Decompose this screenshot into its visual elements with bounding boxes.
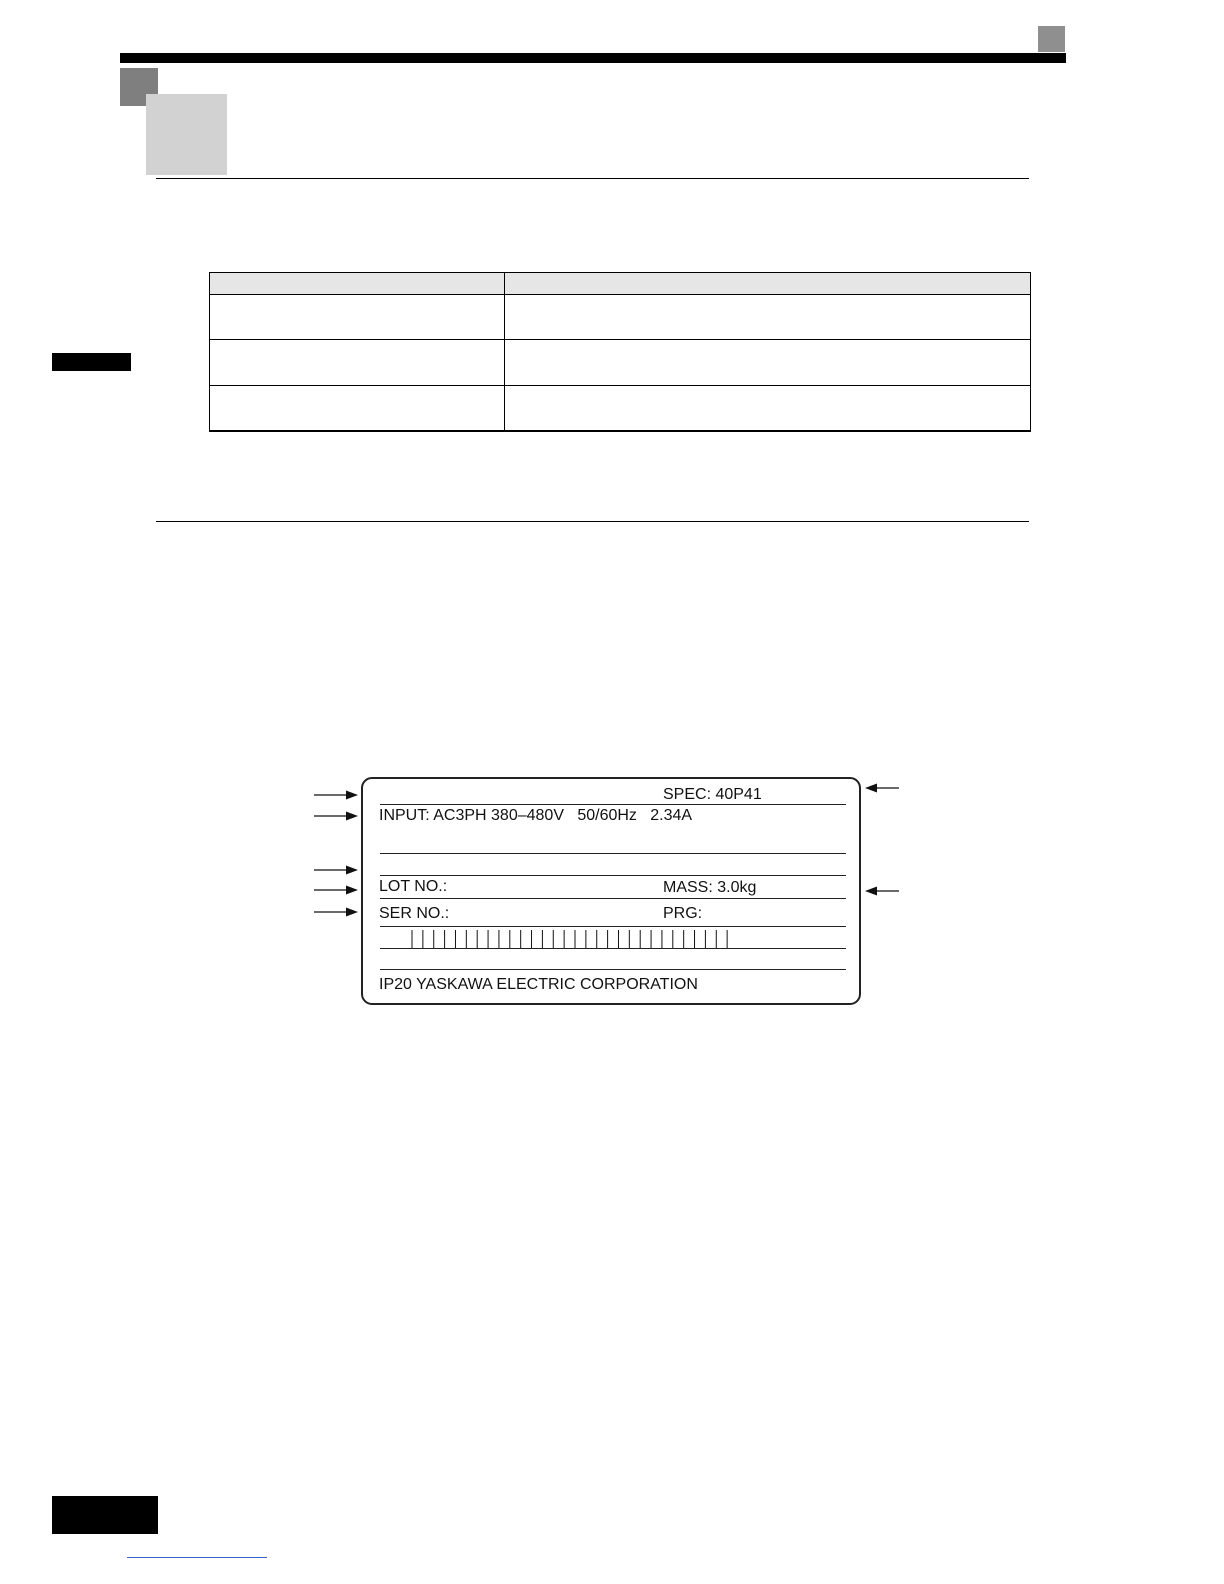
table-cell <box>210 385 505 431</box>
arrow-right-icon <box>314 789 358 801</box>
section-number-box <box>146 94 227 175</box>
table-row <box>210 295 1031 340</box>
arrow-right-icon <box>314 906 358 918</box>
table-row <box>210 340 1031 385</box>
nameplate-rule <box>380 948 846 949</box>
ser-no-text: SER NO.: <box>379 905 450 922</box>
table-cell <box>210 340 505 385</box>
section-divider-bottom <box>156 521 1029 522</box>
input-rating-text: INPUT: AC3PH 380–480V 50/60Hz 2.34A <box>379 807 693 824</box>
nameplate-label <box>361 777 861 1005</box>
nameplate-rule <box>380 926 846 927</box>
arrow-right-icon <box>314 864 358 876</box>
mass-text: MASS: 3.0kg <box>663 879 757 896</box>
lot-no-text: LOT NO.: <box>379 878 448 895</box>
arrow-left-icon <box>865 782 899 794</box>
table-cell <box>505 295 1031 340</box>
prg-text: PRG: <box>663 905 703 922</box>
nameplate-rule <box>380 853 846 854</box>
table-cell <box>505 340 1031 385</box>
manufacturer-text: IP20 YASKAWA ELECTRIC CORPORATION <box>379 976 698 993</box>
table-row <box>210 385 1031 431</box>
nameplate-rule <box>380 898 846 899</box>
nameplate-rule <box>380 875 846 876</box>
table-header-row <box>210 273 1031 295</box>
table-cell <box>505 385 1031 431</box>
header-bar <box>120 53 1066 63</box>
arrow-left-icon <box>865 885 899 897</box>
table-cell <box>210 295 505 340</box>
chapter-marker-square <box>1038 26 1065 52</box>
spec-table <box>209 272 1031 432</box>
arrow-right-icon <box>314 810 358 822</box>
page-number-tab <box>52 1496 158 1534</box>
table-header-cell <box>210 273 505 295</box>
nameplate-rule <box>380 804 846 805</box>
nameplate-rule <box>380 969 846 970</box>
link-underline[interactable] <box>127 1557 267 1558</box>
arrow-right-icon <box>314 884 358 896</box>
barcode-image <box>411 930 737 948</box>
spec-text: SPEC: 40P41 <box>663 786 762 803</box>
chapter-side-tab <box>52 353 131 371</box>
section-divider-top <box>156 178 1029 179</box>
table-header-cell <box>505 273 1031 295</box>
